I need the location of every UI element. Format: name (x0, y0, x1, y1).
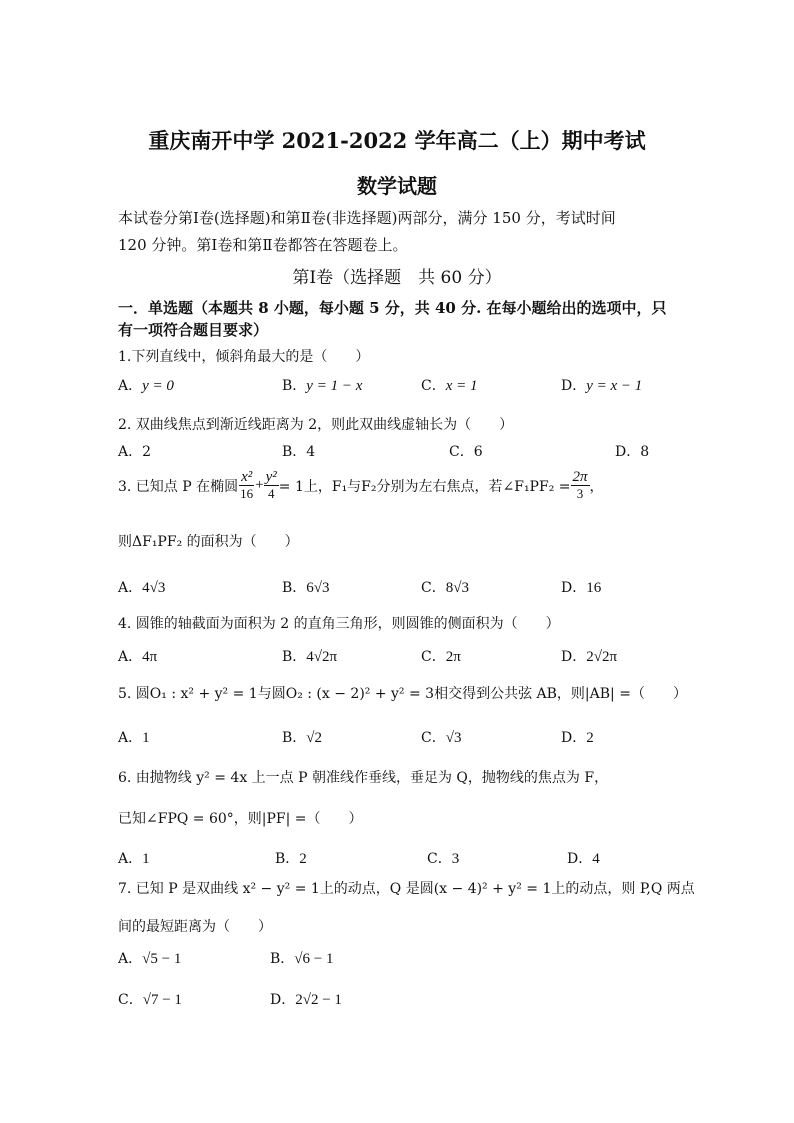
question-5-stem: 5. 圆O₁ : x² + y² = 1与圆O₂ : (x − 2)² + y² = 3相交得到公共弦 AB，则|AB| =（ ） (118, 686, 687, 702)
q7-option-c: C．√7 − 1 (118, 992, 182, 1008)
q3-option-b: B．6√3 (282, 580, 330, 596)
question-3-stem: 3. 已知点 P 在椭圆 $\frac{\text{x²}}{16}$ + $\frac{\text{y²}}{4}$ = 1上，F₁与F₂分别为左右焦点，若∠F₁PF₂ = $\frac{2\pi}{3}$ ， (118, 469, 604, 501)
q5-option-a: A．1 (118, 730, 150, 746)
q6-option-a: A．1 (118, 851, 150, 867)
exam-title: 重庆南开中学 2021-2022 学年高二（上）期中考试 (148, 128, 646, 153)
question-3-stem-2: 则ΔF₁PF₂ 的面积为（ ） (118, 534, 299, 550)
part-heading-line-2: 有一项符合题目要求） (118, 321, 269, 339)
question-7-stem-2: 间的最短距离为（ ） (118, 919, 272, 935)
question-7-stem: 7. 已知 P 是双曲线 x² − y² = 1上的动点，Q 是圆(x − 4)² + y² = 1上的动点，则 P,Q 两点 (118, 881, 695, 897)
question-2-stem: 2. 双曲线焦点到渐近线距离为 2，则此双曲线虚轴长为（ ） (118, 417, 514, 433)
q2-option-a: A．2 (118, 444, 152, 460)
q2-option-d: D．8 (615, 444, 650, 460)
q2-option-c: C．6 (449, 444, 483, 460)
question-6-stem-2: 已知∠FPQ = 60°，则|PF| =（ ） (118, 811, 363, 827)
q4-option-d: D．2√2π (561, 649, 618, 665)
q7-option-d: D．2√2 − 1 (270, 992, 342, 1008)
q5-option-b: B．√2 (282, 730, 323, 746)
q1-option-a: A．y = 0 (118, 378, 174, 394)
q1-option-c: C．x = 1 (421, 378, 478, 394)
question-4-stem: 4. 圆锥的轴截面为面积为 2 的直角三角形，则圆锥的侧面积为（ ） (118, 616, 560, 632)
q6-option-b: B．2 (275, 851, 307, 867)
q2-option-b: B．4 (282, 444, 316, 460)
fraction-2pi-3: $\frac{2\pi}{3}$ (572, 469, 588, 501)
q7-option-a: A．√5 − 1 (118, 951, 182, 967)
question-1-stem: 1.下列直线中，倾斜角最大的是（ ） (118, 349, 370, 365)
intro-line-2: 120 分钟。第Ⅰ卷和第Ⅱ卷都答在答题卷上。 (118, 236, 408, 254)
q3-option-a: A．4√3 (118, 580, 166, 596)
q3-option-c: C．8√3 (421, 580, 469, 596)
q1-option-d: D．y = x − 1 (561, 378, 643, 394)
q1-option-b: B．y = 1 − x (282, 378, 363, 394)
intro-line-1: 本试卷分第Ⅰ卷(选择题)和第Ⅱ卷(非选择题)两部分，满分 150 分，考试时间 (118, 209, 616, 227)
fraction-x2-16: $\frac{\text{x²}}{16}$ (240, 469, 254, 501)
q4-option-b: B．4√2π (282, 649, 338, 665)
q4-option-c: C．2π (421, 649, 461, 665)
question-6-stem: 6. 由抛物线 y² = 4x 上一点 P 朝准线作垂线，垂足为 Q，抛物线的焦点为 F， (118, 770, 609, 786)
section-heading: 第Ⅰ卷（选择题 共 60 分） (292, 268, 502, 288)
q6-option-d: D．4 (567, 851, 600, 867)
q4-option-a: A．4π (118, 649, 158, 665)
q5-option-d: D．2 (561, 730, 594, 746)
exam-subtitle: 数学试题 (357, 174, 437, 198)
q3-option-d: D．16 (561, 580, 602, 596)
q7-option-b: B．√6 − 1 (270, 951, 334, 967)
q6-option-c: C．3 (427, 851, 460, 867)
q5-option-c: C．√3 (421, 730, 462, 746)
part-heading-line-1: 一．单选题（本题共 8 小题，每小题 5 分，共 40 分. 在每小题给出的选项中，只 (118, 299, 667, 317)
fraction-y2-4: $\frac{\text{y²}}{4}$ (265, 469, 277, 501)
